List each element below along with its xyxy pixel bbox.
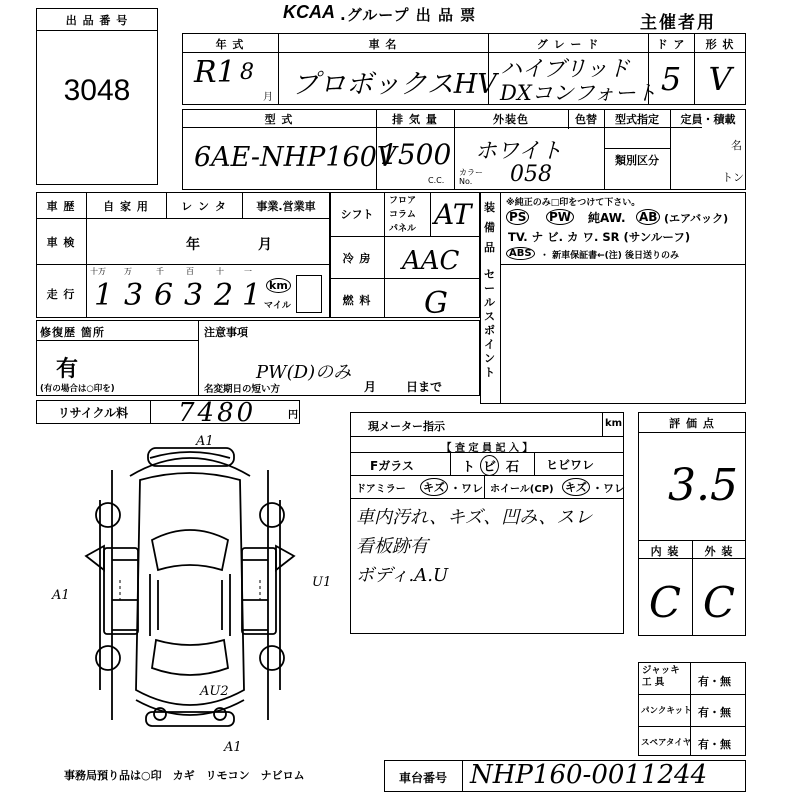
lot-number-value: 3048 bbox=[63, 74, 131, 107]
inspector-comment-2: 看板跡有 bbox=[356, 536, 428, 557]
digit-label-100: 百 bbox=[186, 267, 194, 276]
chassis-label: 車台番号 bbox=[398, 771, 447, 785]
diagram-mark-left: A1 bbox=[52, 588, 70, 603]
digit-label-10: 十 bbox=[216, 267, 224, 276]
rear-windshield bbox=[152, 640, 228, 675]
acc-puncture-value: 有・無 bbox=[698, 706, 731, 719]
month-unit: 月 bbox=[263, 92, 273, 103]
diagram-mark-right: U1 bbox=[312, 575, 332, 590]
mile-unit: マイル bbox=[264, 301, 291, 311]
history-label: 車 歴 bbox=[46, 200, 76, 213]
acc-jack-value: 有・無 bbox=[698, 675, 731, 688]
shift-label: シフト bbox=[340, 208, 374, 221]
acc-puncture-label: パンクキット bbox=[641, 706, 692, 716]
interior-value: C bbox=[648, 578, 682, 627]
glass-label: Fガラス bbox=[370, 459, 414, 473]
fuel-label: 燃 料 bbox=[342, 294, 372, 307]
kcaa-logo: KCAA bbox=[283, 2, 335, 22]
category-label: 類別区分 bbox=[615, 154, 659, 167]
equip-airbag: (エアバック) bbox=[664, 212, 729, 225]
repair-note: (有の場合は○印を) bbox=[40, 384, 115, 394]
name-change-day: 日まで bbox=[406, 380, 443, 394]
form-title: .グループ 出 品 票 bbox=[340, 6, 477, 24]
left-side-panel bbox=[100, 470, 112, 720]
glass-option-to: ト bbox=[462, 460, 476, 475]
inspector-comment-1: 車内汚れ、キズ、凹み、スレ bbox=[356, 507, 593, 528]
person-unit: 名 bbox=[731, 139, 742, 152]
digit-label-1k: 千 bbox=[156, 267, 164, 276]
acc-spare-value: 有・無 bbox=[698, 738, 731, 751]
digit-label-10k: 万 bbox=[124, 267, 132, 276]
make-label: 車 名 bbox=[368, 38, 398, 51]
ac-label: 冷 房 bbox=[342, 252, 372, 265]
digit-label-100k: 十万 bbox=[90, 267, 106, 276]
body-value: V bbox=[708, 60, 732, 98]
model-value: 6AE-NHP160V bbox=[194, 142, 397, 173]
equipment-note: ※純正のみ□印をつけて下さい。 bbox=[506, 198, 641, 208]
right-mirror bbox=[276, 546, 294, 570]
color-no-value: 058 bbox=[510, 162, 552, 187]
exterior-value: C bbox=[702, 578, 736, 627]
repair-value: 有 bbox=[56, 357, 79, 382]
ton-unit: トン bbox=[722, 171, 744, 184]
digit-label-1: 一 bbox=[244, 267, 252, 276]
inspection-label: 車 検 bbox=[46, 236, 76, 249]
history-business: 事業.営業車 bbox=[256, 200, 316, 213]
score-value: 3.5 bbox=[668, 460, 738, 511]
color-value: ホワイト bbox=[475, 139, 563, 164]
front-windshield bbox=[152, 530, 228, 570]
doors-label: ド ア bbox=[656, 38, 686, 51]
exterior-label: 外 装 bbox=[704, 545, 734, 558]
capacity-label: 定員・積載 bbox=[680, 113, 736, 126]
km-unit: km bbox=[266, 278, 291, 293]
glass-option-crack: ヒビワレ bbox=[546, 458, 595, 472]
keys-note: 事務局預り品は○印 カギ リモコン ナビロム bbox=[64, 769, 305, 782]
notes-label: 注意事項 bbox=[204, 326, 248, 339]
acc-jack-label: ジャッキ 工 具 bbox=[642, 665, 680, 688]
repair-label: 修復歴 箇所 bbox=[40, 326, 105, 339]
wheel-option-scratch: キズ bbox=[562, 478, 590, 496]
mirror-option-scratch: キズ bbox=[420, 478, 448, 496]
inspector-label: 【 査 定 員 記 入 】 bbox=[441, 443, 533, 454]
car-body-outline bbox=[136, 473, 244, 705]
mileage-digit-2: 6 bbox=[154, 278, 174, 313]
left-mirror bbox=[86, 546, 104, 570]
mirror-label: ドアミラー bbox=[356, 484, 406, 495]
colorchange-label: 色替 bbox=[575, 113, 597, 126]
diagram-mark-front: A1 bbox=[196, 434, 214, 449]
inspection-month-unit: 月 bbox=[258, 237, 272, 253]
year-label: 年 式 bbox=[215, 38, 245, 51]
diagram-mark-bumper: A1 bbox=[224, 740, 242, 755]
equip-line3: ・ 新車保証書←(注) 後日送りのみ bbox=[540, 251, 680, 261]
name-change-month: 月 bbox=[364, 380, 377, 394]
chassis-value: NHP160-0011244 bbox=[470, 760, 708, 790]
body-label: 形 状 bbox=[705, 38, 735, 51]
equip-ab: AB bbox=[636, 209, 660, 225]
year-value: R1 bbox=[194, 55, 236, 90]
history-rental: レ ン タ bbox=[181, 200, 227, 213]
ac-value: AAC bbox=[402, 246, 460, 276]
doors-value: 5 bbox=[660, 60, 682, 98]
meter-label: 現メーター指示 bbox=[368, 420, 445, 433]
mileage-digit-3: 3 bbox=[184, 278, 204, 313]
equip-line2: TV. ナ ビ. カ ワ. SR (サンルーフ) bbox=[508, 230, 691, 244]
mileage-digit-5: 1 bbox=[242, 278, 262, 313]
inspection-year-unit: 年 bbox=[186, 237, 200, 253]
equip-pw: PW bbox=[546, 209, 574, 225]
month-value: 8 bbox=[240, 60, 254, 85]
score-label: 評 価 点 bbox=[669, 417, 715, 430]
shift-panel: パネル bbox=[389, 224, 417, 234]
designation-label: 型式指定 bbox=[615, 113, 659, 126]
sales-point-label: セールスポイント bbox=[484, 268, 495, 379]
notes-value: PW(D)のみ bbox=[256, 362, 352, 383]
mileage-digit-1: 3 bbox=[124, 278, 144, 313]
grade-value-1: ハイブリッド bbox=[500, 57, 630, 82]
meter-unit: km bbox=[605, 418, 623, 429]
shift-floor: フロア bbox=[389, 196, 417, 206]
color-no-label: カラー No. bbox=[459, 168, 483, 186]
shift-value: AT bbox=[434, 198, 472, 231]
grade-label: グ レ ー ド bbox=[536, 38, 600, 51]
mileage-label: 走 行 bbox=[46, 288, 76, 301]
interior-label: 内 装 bbox=[650, 545, 680, 558]
mirror-option-crack: ・ワレ bbox=[450, 482, 483, 495]
grade-value-2: DXコンフォート bbox=[500, 81, 657, 105]
color-label: 外装色 bbox=[493, 113, 529, 126]
displacement-label: 排 気 量 bbox=[392, 113, 438, 126]
right-side-panel bbox=[268, 470, 280, 720]
model-label: 型 式 bbox=[264, 113, 294, 126]
mileage-digit-4: 2 bbox=[214, 278, 234, 313]
recycle-value: 7480 bbox=[178, 398, 257, 428]
cc-unit: C.C. bbox=[428, 176, 445, 185]
equipment-label: 装 備 品 bbox=[484, 201, 496, 254]
wheel-option-crack: ・ワレ bbox=[592, 482, 625, 495]
equip-alloy: 純AW. bbox=[588, 211, 626, 225]
displacement-value: 1500 bbox=[380, 138, 452, 171]
mileage-digit-0: 1 bbox=[94, 278, 114, 313]
name-change-label: 名変期日の短い方 bbox=[204, 384, 281, 395]
equip-ps: PS bbox=[506, 209, 529, 225]
glass-option-bi: ビ bbox=[480, 455, 499, 476]
inspector-comment-3: ボディ.A.U bbox=[356, 565, 449, 586]
shift-column: コラム bbox=[389, 210, 416, 220]
equip-abs: ABS bbox=[506, 247, 535, 260]
lot-number-label: 出 品 番 号 bbox=[65, 14, 129, 27]
diagram-mark-rear: AU2 bbox=[200, 684, 229, 699]
glass-option-stone: 石 bbox=[506, 460, 520, 475]
make-value: プロボックスHV bbox=[292, 69, 497, 100]
recycle-unit: 円 bbox=[288, 410, 298, 421]
host-label: 主催者用 bbox=[640, 13, 716, 33]
recycle-label: リサイクル料 bbox=[57, 406, 129, 420]
history-private: 自 家 用 bbox=[103, 200, 149, 213]
acc-spare-label: スペアタイヤ bbox=[641, 738, 692, 748]
fuel-value: G bbox=[424, 286, 448, 321]
wheel-label: ホイール(CP) bbox=[490, 484, 554, 495]
